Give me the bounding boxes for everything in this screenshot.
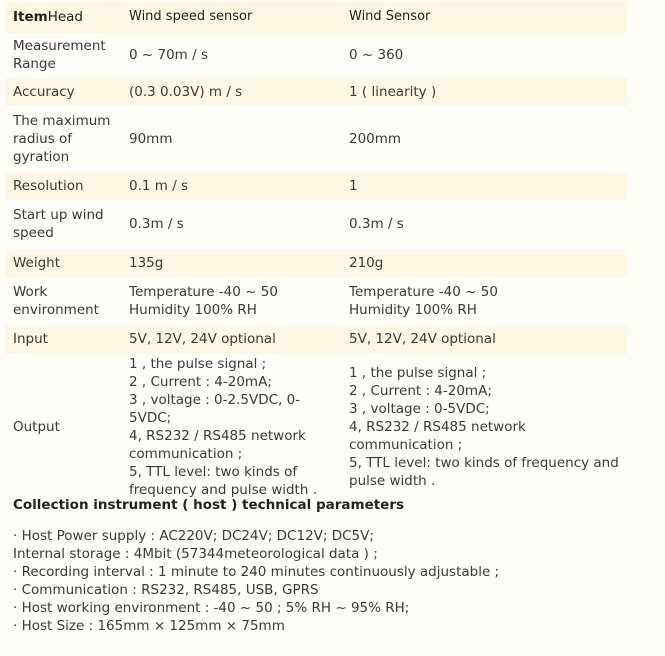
cell-wind-speed: 135g xyxy=(121,248,341,277)
row-label: Start up wind speed xyxy=(5,200,121,248)
table-row xyxy=(5,200,627,248)
row-label: Measurement Range xyxy=(5,33,121,77)
cell-wind-direction: 1 ( linearity ) xyxy=(341,77,627,106)
cell-line: 5, TTL level: two kinds of frequency and pulse width . xyxy=(349,454,619,489)
cell-wind-direction: 0 ~ 360 xyxy=(341,33,627,77)
cell-line: 5, TTL level: two kinds of frequency and pulse width . xyxy=(129,463,317,498)
cell-wind-speed: (0.3 0.03V) m / s xyxy=(121,77,341,106)
header-item: ItemHead xyxy=(5,2,121,33)
table-row xyxy=(5,171,627,200)
cell-wind-speed: 0.3m / s xyxy=(121,200,341,248)
table-row xyxy=(5,324,627,354)
row-label: Resolution xyxy=(5,171,121,200)
param-line: · Host Power supply : AC220V; DC24V; DC12V; DC5V; xyxy=(13,528,374,544)
row-label: Output xyxy=(5,354,121,499)
header-wind-sensor: Wind Sensor xyxy=(341,2,627,33)
cell-line: 4, RS232 / RS485 network communication ; xyxy=(349,418,526,453)
cell-wind-direction: 5V, 12V, 24V optional xyxy=(341,324,627,354)
cell-wind-direction xyxy=(341,277,627,324)
param-line: · Host Size : 165mm × 125mm × 75mm xyxy=(13,618,285,634)
cell-line: 1 , the pulse signal ; xyxy=(349,364,487,381)
cell-line: Humidity 100% RH xyxy=(129,301,257,318)
cell-wind-speed xyxy=(121,354,341,499)
table-row xyxy=(5,277,627,324)
row-label: The maximum radius of gyration xyxy=(5,106,121,171)
param-line: · Host working environment : -40 ~ 50 ; 5% RH ~ 95% RH; xyxy=(13,600,410,616)
cell-line: 3 , voltage : 0-2.5VDC, 0-5VDC; xyxy=(129,391,301,426)
cell-line: Humidity 100% RH xyxy=(349,301,477,318)
cell-wind-direction: 210g xyxy=(341,248,627,277)
cell-wind-direction: 1 xyxy=(341,171,627,200)
row-label: Weight xyxy=(5,248,121,277)
cell-line: 2 , Current : 4-20mA; xyxy=(129,373,272,390)
cell-wind-speed: 0 ~ 70m / s xyxy=(121,33,341,77)
cell-wind-direction xyxy=(341,354,627,499)
collection-title: Collection instrument ( host ) technical parameters xyxy=(13,497,405,513)
cell-line: 1 , the pulse signal ; xyxy=(129,355,267,372)
cell-wind-speed: 0.1 m / s xyxy=(121,171,341,200)
cell-wind-direction: 200mm xyxy=(341,106,627,171)
cell-line: Temperature -40 ~ 50 xyxy=(129,283,278,300)
table-row xyxy=(5,354,627,499)
table-row xyxy=(5,106,627,171)
param-line: · Recording interval : 1 minute to 240 minutes continuously adjustable ; xyxy=(13,564,500,580)
header-wind-speed-sensor: Wind speed sensor xyxy=(121,2,341,33)
spec-table xyxy=(5,2,627,500)
table-row xyxy=(5,248,627,277)
table-row xyxy=(5,33,627,77)
cell-line: 4, RS232 / RS485 network communication ; xyxy=(129,427,306,462)
param-line: · Communication : RS232, RS485, USB, GPRS xyxy=(13,582,319,598)
collection-parameters xyxy=(13,527,499,635)
cell-wind-speed: 90mm xyxy=(121,106,341,171)
table-header-row xyxy=(5,2,627,33)
row-label: Input xyxy=(5,324,121,354)
row-label: Accuracy xyxy=(5,77,121,106)
cell-wind-direction: 0.3m / s xyxy=(341,200,627,248)
table-row xyxy=(5,77,627,106)
cell-wind-speed: 5V, 12V, 24V optional xyxy=(121,324,341,354)
cell-line: 3 , voltage : 0-5VDC; xyxy=(349,400,490,417)
cell-line: Temperature -40 ~ 50 xyxy=(349,283,498,300)
cell-wind-speed xyxy=(121,277,341,324)
row-label: Work environment xyxy=(5,277,121,324)
cell-line: 2 , Current : 4-20mA; xyxy=(349,382,492,399)
param-line: Internal storage : 4Mbit (57344meteorological data ) ; xyxy=(13,546,378,562)
